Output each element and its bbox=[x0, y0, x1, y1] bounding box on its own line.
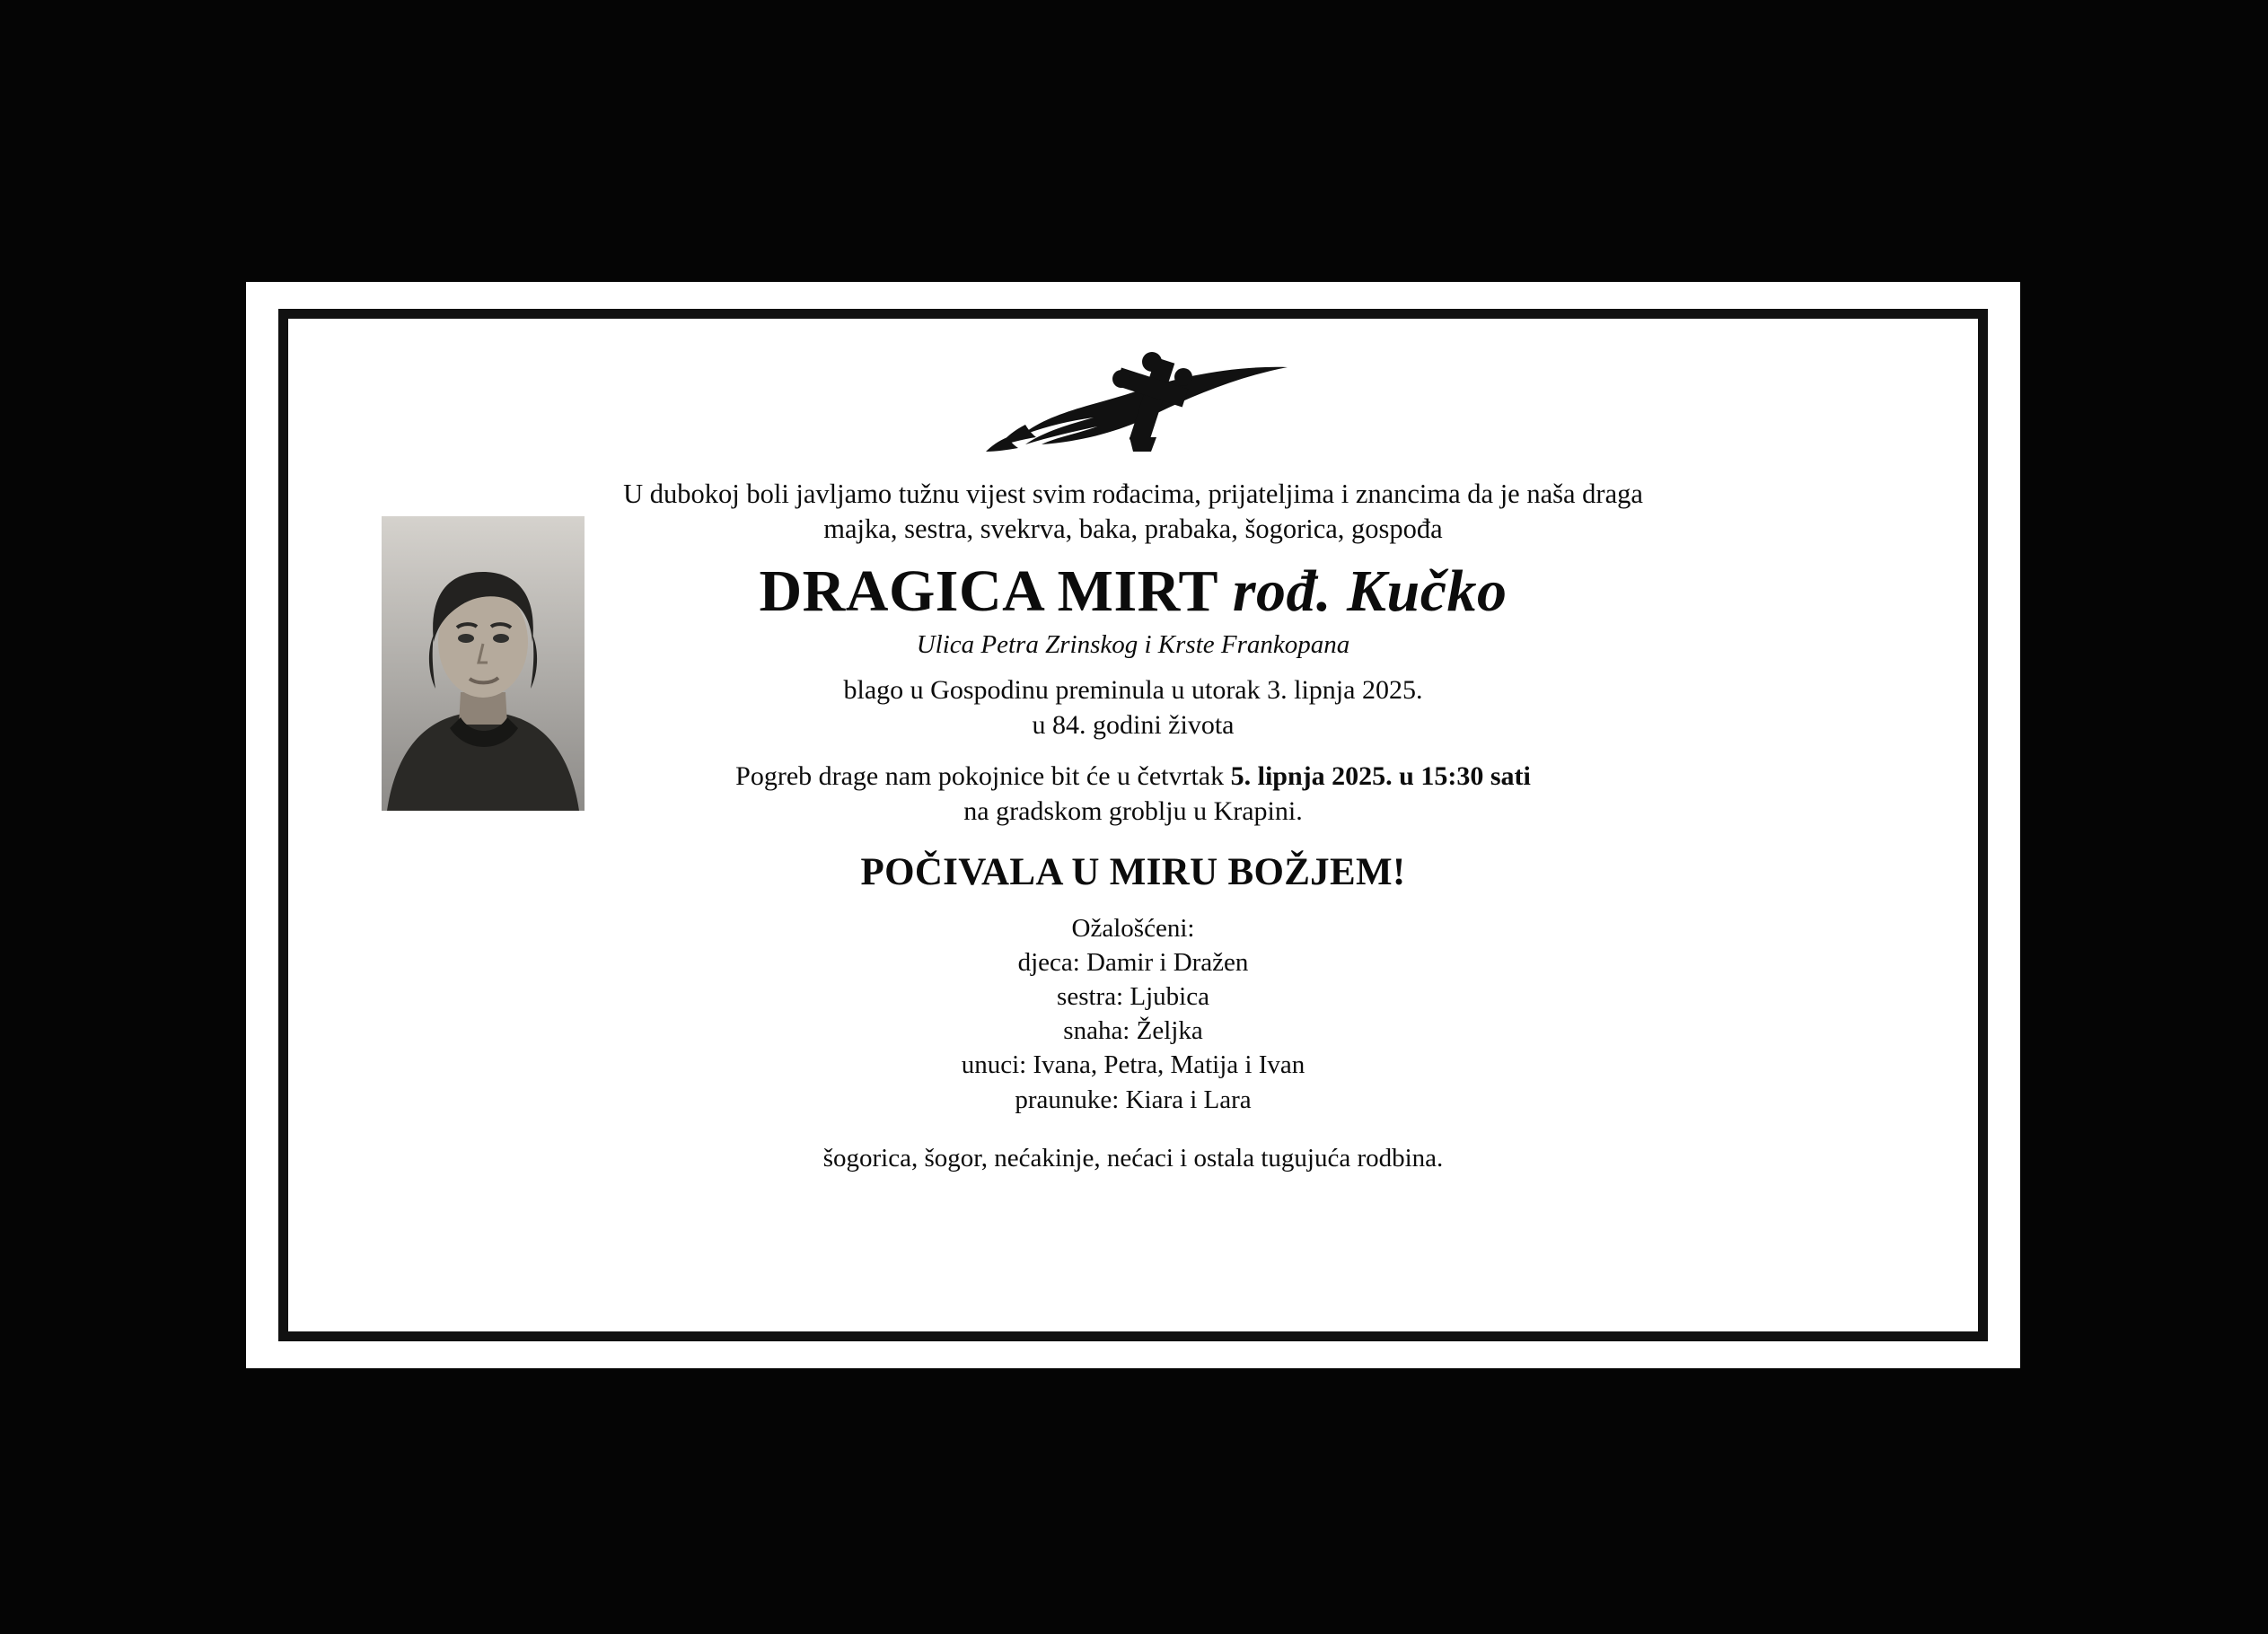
lead-line-2: majka, sestra, svekrva, baka, prabaka, šogorica, gospođa bbox=[823, 514, 1443, 545]
lead-line-1: U dubokoj boli javljamo tužnu vijest svim rođacima, prijateljima i znancima da je naša draga bbox=[623, 479, 1643, 509]
funeral-datetime: 5. lipnja 2025. u 15:30 sati bbox=[1230, 760, 1531, 791]
rest-in-peace: POČIVALA U MIRU BOŽJEM! bbox=[860, 850, 1406, 893]
deceased-address: Ulica Petra Zrinskog i Krste Frankopana bbox=[916, 629, 1350, 659]
obituary-text bbox=[295, 477, 1971, 1173]
death-line-1: blago u Gospodinu preminula u utorak 3. lipnja 2025. bbox=[843, 674, 1423, 705]
list-item: praunuke: Kiara i Lara bbox=[1015, 1085, 1252, 1114]
death-line-2: u 84. godini života bbox=[1032, 709, 1235, 740]
list-item: snaha: Željka bbox=[1063, 1016, 1203, 1046]
list-item: unuci: Ivana, Petra, Matija i Ivan bbox=[961, 1050, 1305, 1080]
mourners-title: Ožalošćeni: bbox=[1071, 913, 1195, 943]
closing-line: šogorica, šogor, nećakinje, nećaci i ostala tugujuća rodbina. bbox=[822, 1143, 1444, 1173]
mourners-list bbox=[295, 945, 1971, 1117]
obituary-inner bbox=[295, 326, 1971, 1324]
obituary-card bbox=[246, 282, 2020, 1368]
funeral-prefix: Pogreb drage nam pokojnice bit će u četvrtak bbox=[735, 760, 1225, 791]
cross-with-palm-icon bbox=[971, 351, 1295, 463]
deceased-name-text: DRAGICA MIRT bbox=[759, 558, 1218, 625]
deceased-maiden-name: rođ. Kučko bbox=[1232, 558, 1508, 625]
deceased-name bbox=[295, 559, 1971, 625]
funeral-line bbox=[295, 759, 1971, 794]
list-item: djeca: Damir i Dražen bbox=[1017, 947, 1249, 977]
list-item: sestra: Ljubica bbox=[1057, 981, 1209, 1011]
obituary-frame bbox=[278, 309, 1988, 1341]
funeral-place: na gradskom groblju u Krapini. bbox=[963, 795, 1303, 826]
